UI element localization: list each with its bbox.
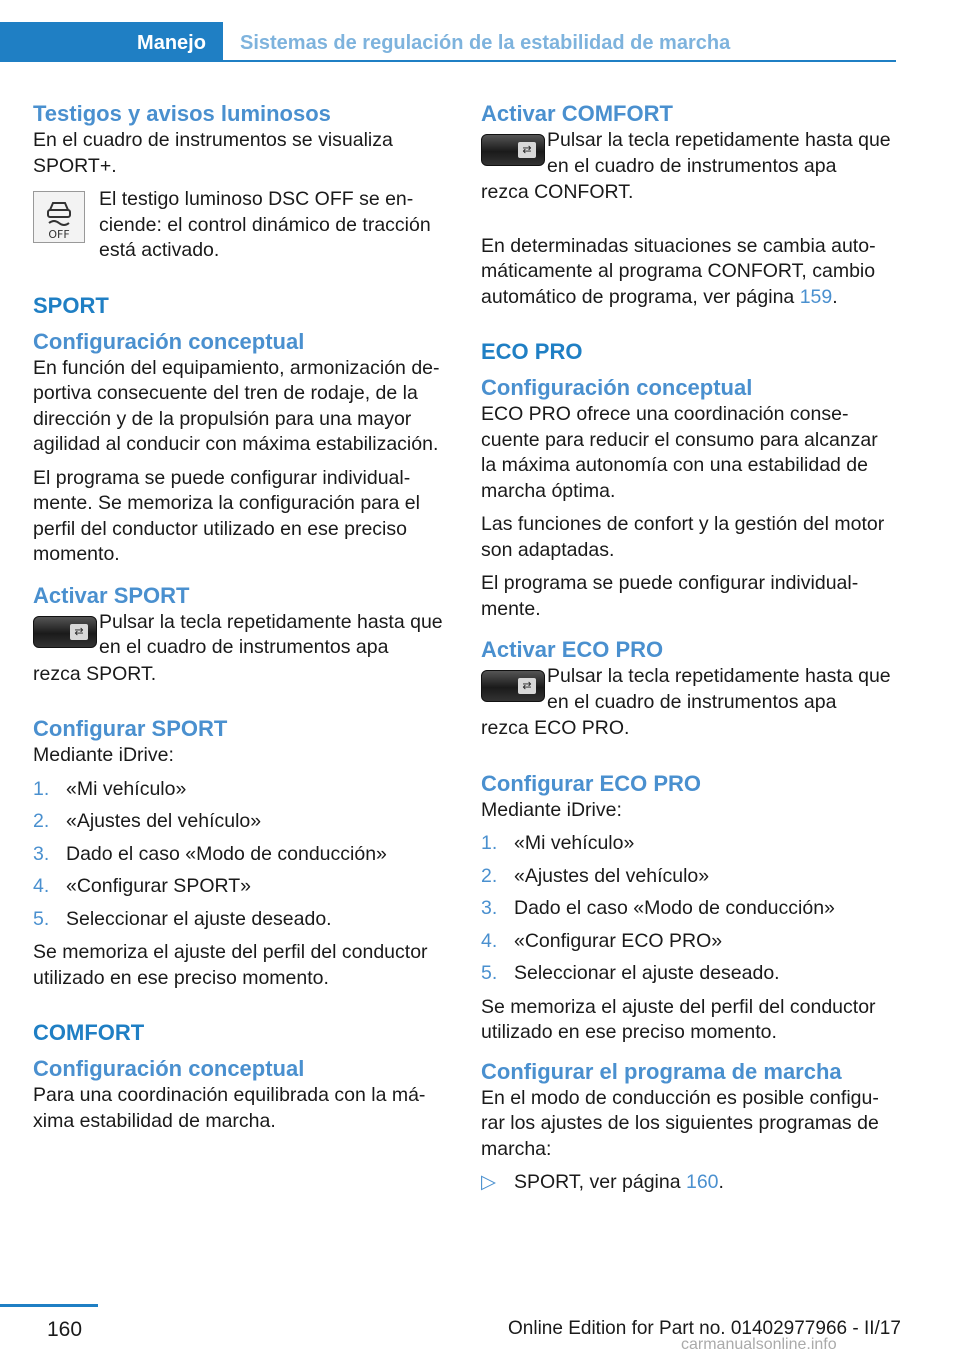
paragraph: En determinadas situaciones se cambia automáticamente al programa CONFORT, cambio automático de programa, ver página 159. (481, 234, 876, 308)
activar-eco-text-cont: rezca ECO PRO. (481, 717, 630, 739)
list-item: 1. «Mi vehículo» (481, 832, 635, 854)
heading-configurar-programa: Configurar el programa de marcha (481, 1058, 842, 1084)
list-item: 5. Seleccionar el ajuste deseado. (481, 962, 780, 984)
paragraph: Mediante iDrive: (481, 798, 622, 821)
paragraph: En función del equipamiento, armonización deportiva consecuente del tren de rodaje, de la dirección y de la propulsión para una mayor agilidad al conducir con máxima estabilización. (33, 356, 440, 455)
paragraph: En el modo de conducción es posible configurar los ajustes de los siguientes programas de marcha: (481, 1086, 879, 1160)
paragraph: Se memoriza el ajuste del perfil del conductor utilizado en ese preciso momento. (481, 995, 876, 1043)
heading-sport: SPORT (33, 292, 109, 318)
activar-sport-text-cont: rezca SPORT. (33, 662, 157, 685)
heading-activar-sport: Activar SPORT (33, 582, 190, 608)
dsc-off-text: El testigo luminoso DSC OFF se enciende: el control dinámico de tracción está activado. (99, 188, 431, 261)
paragraph: Para una coordinación equilibrada con la máxima estabilidad de marcha. (33, 1084, 426, 1132)
dsc-off-row (33, 187, 448, 264)
paragraph: Mediante iDrive: (33, 744, 174, 766)
heading-configurar-eco: Configurar ECO PRO (481, 770, 702, 796)
footer-rule (0, 1304, 98, 1307)
list-item: 3. Dado el caso «Modo de conducción» (33, 842, 387, 865)
heading-configuracion-eco: Configuración conceptual (481, 375, 753, 400)
triangle-bullet-icon: ▷ (481, 1171, 496, 1193)
driving-experience-button-icon: ⇄ (481, 134, 545, 166)
right-column (481, 100, 896, 1196)
heading-testigos: Testigos y avisos luminosos (33, 101, 331, 126)
paragraph: El programa se puede configurar individualmente. Se memoriza la configuración para el perfil del conductor utilizado en ese preciso momento. (33, 466, 420, 565)
sport-steps (33, 777, 448, 933)
page-header (0, 0, 896, 62)
list-item: 5. Seleccionar el ajuste deseado. (33, 907, 332, 930)
activar-eco-row (481, 664, 896, 724)
activar-eco-text: Pulsar la tecla repetidamente hasta que en el cuadro de instrumentos apa (547, 665, 891, 713)
heading-eco-pro: ECO PRO (481, 339, 583, 364)
driving-experience-button-icon: ⇄ (481, 670, 545, 702)
list-item: 4. «Configurar ECO PRO» (481, 929, 723, 952)
heading-comfort: COMFORT (33, 1020, 145, 1045)
section-title[interactable]: Sistemas de regulación de la estabilidad de marcha (240, 32, 731, 54)
activar-sport-row (33, 610, 448, 670)
activar-comfort-text-cont: rezca CONFORT. (481, 181, 634, 203)
dsc-off-icon (33, 191, 85, 243)
svg-text:OFF: OFF (48, 228, 70, 241)
activar-sport-text: Pulsar la tecla repetidamente hasta que en el cuadro de instrumentos apa (99, 610, 443, 658)
activar-comfort-text: Pulsar la tecla repetidamente hasta que en el cuadro de instrumentos apa (547, 129, 891, 177)
heading-configuracion-comfort: Configuración conceptual (33, 1056, 305, 1081)
program-list (481, 1170, 896, 1196)
heading-activar-comfort: Activar COMFORT (481, 101, 673, 126)
heading-configurar-sport: Configurar SPORT (33, 716, 228, 741)
header-rule (223, 60, 896, 62)
eco-steps (481, 831, 896, 987)
paragraph: Se memoriza el ajuste del perfil del conductor utilizado en ese preciso momento. (33, 941, 428, 989)
paragraph: ECO PRO ofrece una coordinación consecuente para reducir el consumo para alcanzar la máxima autonomía con una estabilidad de marcha óptima. (481, 403, 878, 502)
paragraph: En el cuadro de instrumentos se visualiza SPORT+. (33, 129, 393, 177)
driving-experience-button-icon: ⇄ (33, 616, 97, 648)
edition-note: Online Edition for Part no. 01402977966 - II/17 (508, 1318, 901, 1339)
list-item: 4. «Configurar SPORT» (33, 875, 251, 897)
activar-comfort-row (481, 128, 896, 188)
paragraph: El programa se puede configurar individualmente. (481, 572, 859, 620)
left-column (33, 100, 448, 1142)
page-number: 160 (47, 1318, 83, 1341)
list-item: 1. «Mi vehículo» (33, 777, 187, 800)
list-item: 3. Dado el caso «Modo de conducción» (481, 897, 835, 919)
list-item: ▷ SPORT, ver página 160. (481, 1170, 896, 1196)
page-link[interactable]: 160 (685, 1171, 719, 1193)
page-link[interactable]: 159 (799, 285, 833, 308)
heading-activar-eco: Activar ECO PRO (481, 637, 664, 662)
list-item: 2. «Ajustes del vehículo» (33, 810, 262, 832)
header-bar (0, 22, 120, 62)
watermark: carmanualsonline.info (681, 1336, 837, 1353)
paragraph: Las funciones de confort y la gestión del motor son adaptadas. (481, 513, 885, 561)
list-item: 2. «Ajustes del vehículo» (481, 864, 710, 887)
heading-configuracion: Configuración conceptual (33, 328, 305, 354)
chapter-tab[interactable]: Manejo (120, 22, 223, 62)
